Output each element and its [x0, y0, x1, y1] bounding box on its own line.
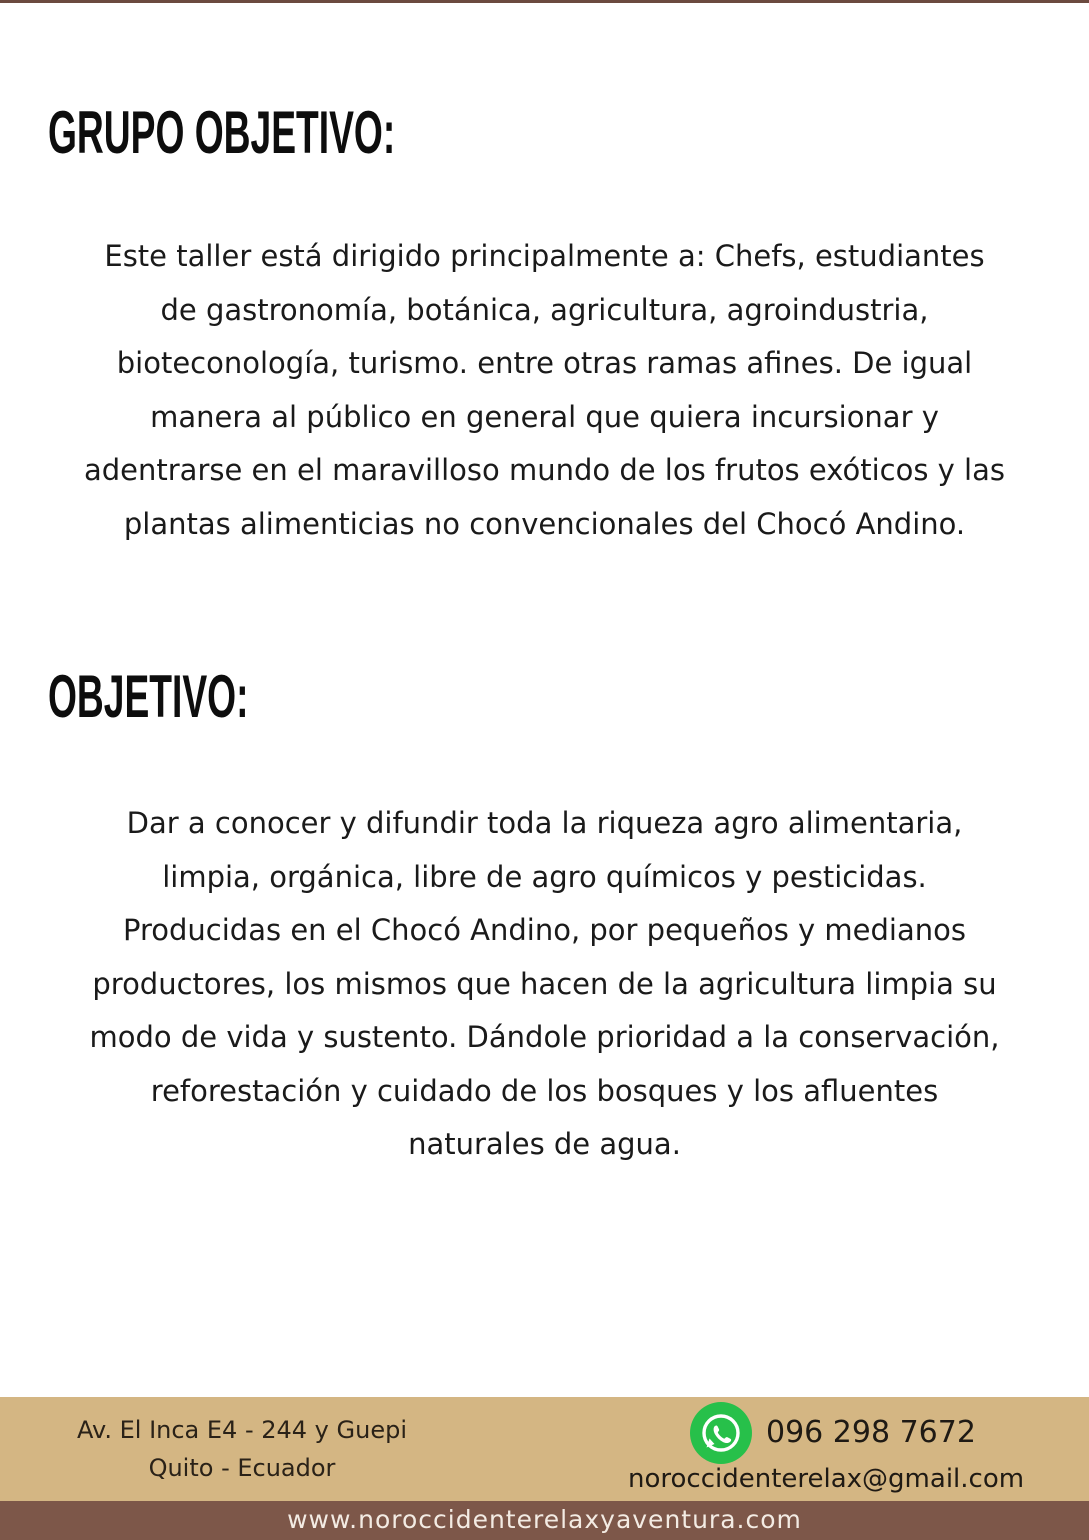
heading-objetivo: OBJETIVO: — [48, 663, 249, 730]
website-link[interactable]: www.noroccidenterelaxyaventura.com — [287, 1505, 802, 1534]
website-bar — [0, 1501, 1089, 1540]
paragraph-line: limpia, orgánica, libre de agro químicos y pesticidas. — [162, 859, 927, 894]
paragraph-line: bioteconología, turismo. entre otras ramas afines. De igual — [116, 346, 973, 380]
top-border — [0, 0, 1089, 3]
paragraph-line: adentrarse en el maravilloso mundo de los frutos exóticos y las — [83, 453, 1005, 487]
address-line-2: Quito - Ecuador — [148, 1454, 336, 1482]
paragraph-line: plantas alimenticias no convencionales del Chocó Andino. — [123, 506, 966, 541]
paragraph-line: reforestación y cuidado de los bosques y los afluentes — [150, 1073, 939, 1108]
paragraph-objetivo — [20, 797, 1069, 1172]
paragraph-line: Este taller está dirigido principalmente a: Chefs, estudiantes — [104, 239, 985, 273]
paragraph-line: Producidas en el Chocó Andino, por pequeños y medianos — [123, 913, 966, 947]
paragraph-line: de gastronomía, botánica, agricultura, agroindustria, — [160, 292, 929, 327]
paragraph-line: modo de vida y sustento. Dándole prioridad a la conservación, — [89, 1020, 1000, 1054]
address-line-1: Av. El Inca E4 - 244 y Guepi — [77, 1416, 407, 1444]
paragraph-line: productores, los mismos que hacen de la agricultura limpia su — [92, 966, 997, 1001]
heading-grupo-objetivo: GRUPO OBJETIVO: — [48, 99, 396, 166]
paragraph-grupo-objetivo — [20, 230, 1069, 551]
footer-band — [0, 1397, 1089, 1501]
email-address[interactable]: noroccidenterelax@gmail.com — [628, 1464, 1025, 1494]
phone-number[interactable]: 096 298 7672 — [766, 1415, 976, 1450]
paragraph-line: Dar a conocer y difundir toda la riqueza agro alimentaria, — [126, 806, 963, 840]
paragraph-line: naturales de agua. — [408, 1127, 681, 1161]
whatsapp-icon[interactable] — [690, 1402, 752, 1464]
footer-address — [40, 1411, 444, 1487]
paragraph-line: manera al público en general que quiera incursionar y — [150, 399, 939, 434]
